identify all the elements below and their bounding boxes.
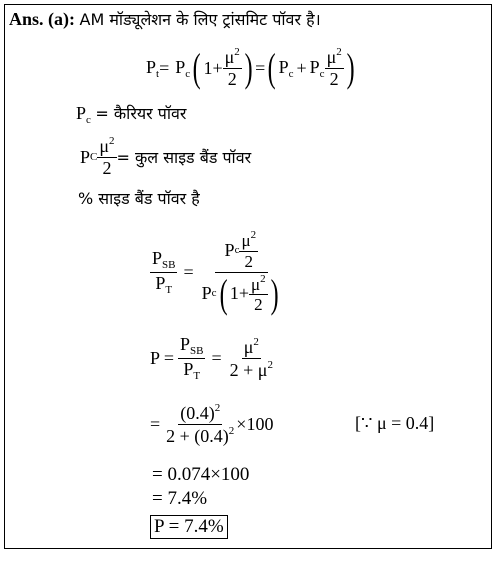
header-text: AM मॉड्यूलेशन के लिए ट्रांसमिट पॉवर है। <box>79 10 321 29</box>
mu-sq-over-2-c: $\frac{\mu^2}{2}$ <box>99 135 115 178</box>
psb-over-pt: $\frac{P_{SB}}{P_T}$ <box>152 247 176 296</box>
p-equation: P = $\frac{P_{SB}}{P_T}$ = $\frac{\mu^2}{2 + \mu^2}$ <box>150 333 273 382</box>
numeric-fraction: $\frac{(0.4)^2}{2 + (0.4)^2}$ <box>166 401 235 446</box>
step-two: = 7.4% <box>152 488 208 509</box>
given-mu-note: [∵ μ = 0.4] <box>355 413 435 433</box>
carrier-power-definition: $P_c$ = कैरियर पॉवर <box>76 103 187 126</box>
times-100: ×100 <box>236 413 274 434</box>
transmit-power-equation <box>146 40 357 96</box>
percent-sideband-label: % साइड बैंड पॉवर है <box>78 189 200 208</box>
one-plus: 1+ <box>203 57 223 78</box>
right-paren-2: ) <box>346 45 355 90</box>
mu-sq-over-2-plus-mu-sq: $\frac{\mu^2}{2 + \mu^2}$ <box>229 335 273 380</box>
equals-sign-3: = <box>183 261 194 282</box>
pc-symbol-2: $P_c$ <box>278 56 294 80</box>
answer-prefix: Ans. (a): <box>9 9 75 29</box>
equals-sign: = <box>159 57 170 78</box>
pc-symbol-3: $P_c$ <box>309 56 325 80</box>
mu-sq-over-2-b: $\frac{\mu^2}{2}$ <box>326 46 342 89</box>
total-sideband-power-definition: P C $\frac{\mu^2}{2}$ = कुल साइड बैंड पॉवर <box>80 135 252 178</box>
ratio-equation <box>150 222 283 322</box>
equals-sign-2: = <box>255 57 266 78</box>
step-one: = 0.074×100 <box>152 464 250 485</box>
left-paren-2: ( <box>267 45 276 90</box>
big-ratio-fraction: P c $\frac{\mu^2}{2}$ P c ( 1+ $\frac{\mu^2}{2}$ ) <box>201 229 279 316</box>
psb-over-pt-2: $\frac{P_{SB}}{P_T}$ <box>180 333 204 382</box>
right-paren: ) <box>244 45 253 90</box>
substitution-step: = $\frac{(0.4)^2}{2 + (0.4)^2}$ ×100 <box>150 401 274 446</box>
answer-header <box>9 8 321 30</box>
mu-sq-over-2: $\frac{\mu^2}{2}$ <box>224 46 240 89</box>
plus-sign: + <box>296 57 307 78</box>
left-paren: ( <box>192 45 201 90</box>
pt-symbol: $P_t$ <box>146 56 160 80</box>
pc-symbol: $P_c$ <box>175 56 191 80</box>
final-result-box: P = 7.4% <box>150 515 228 539</box>
